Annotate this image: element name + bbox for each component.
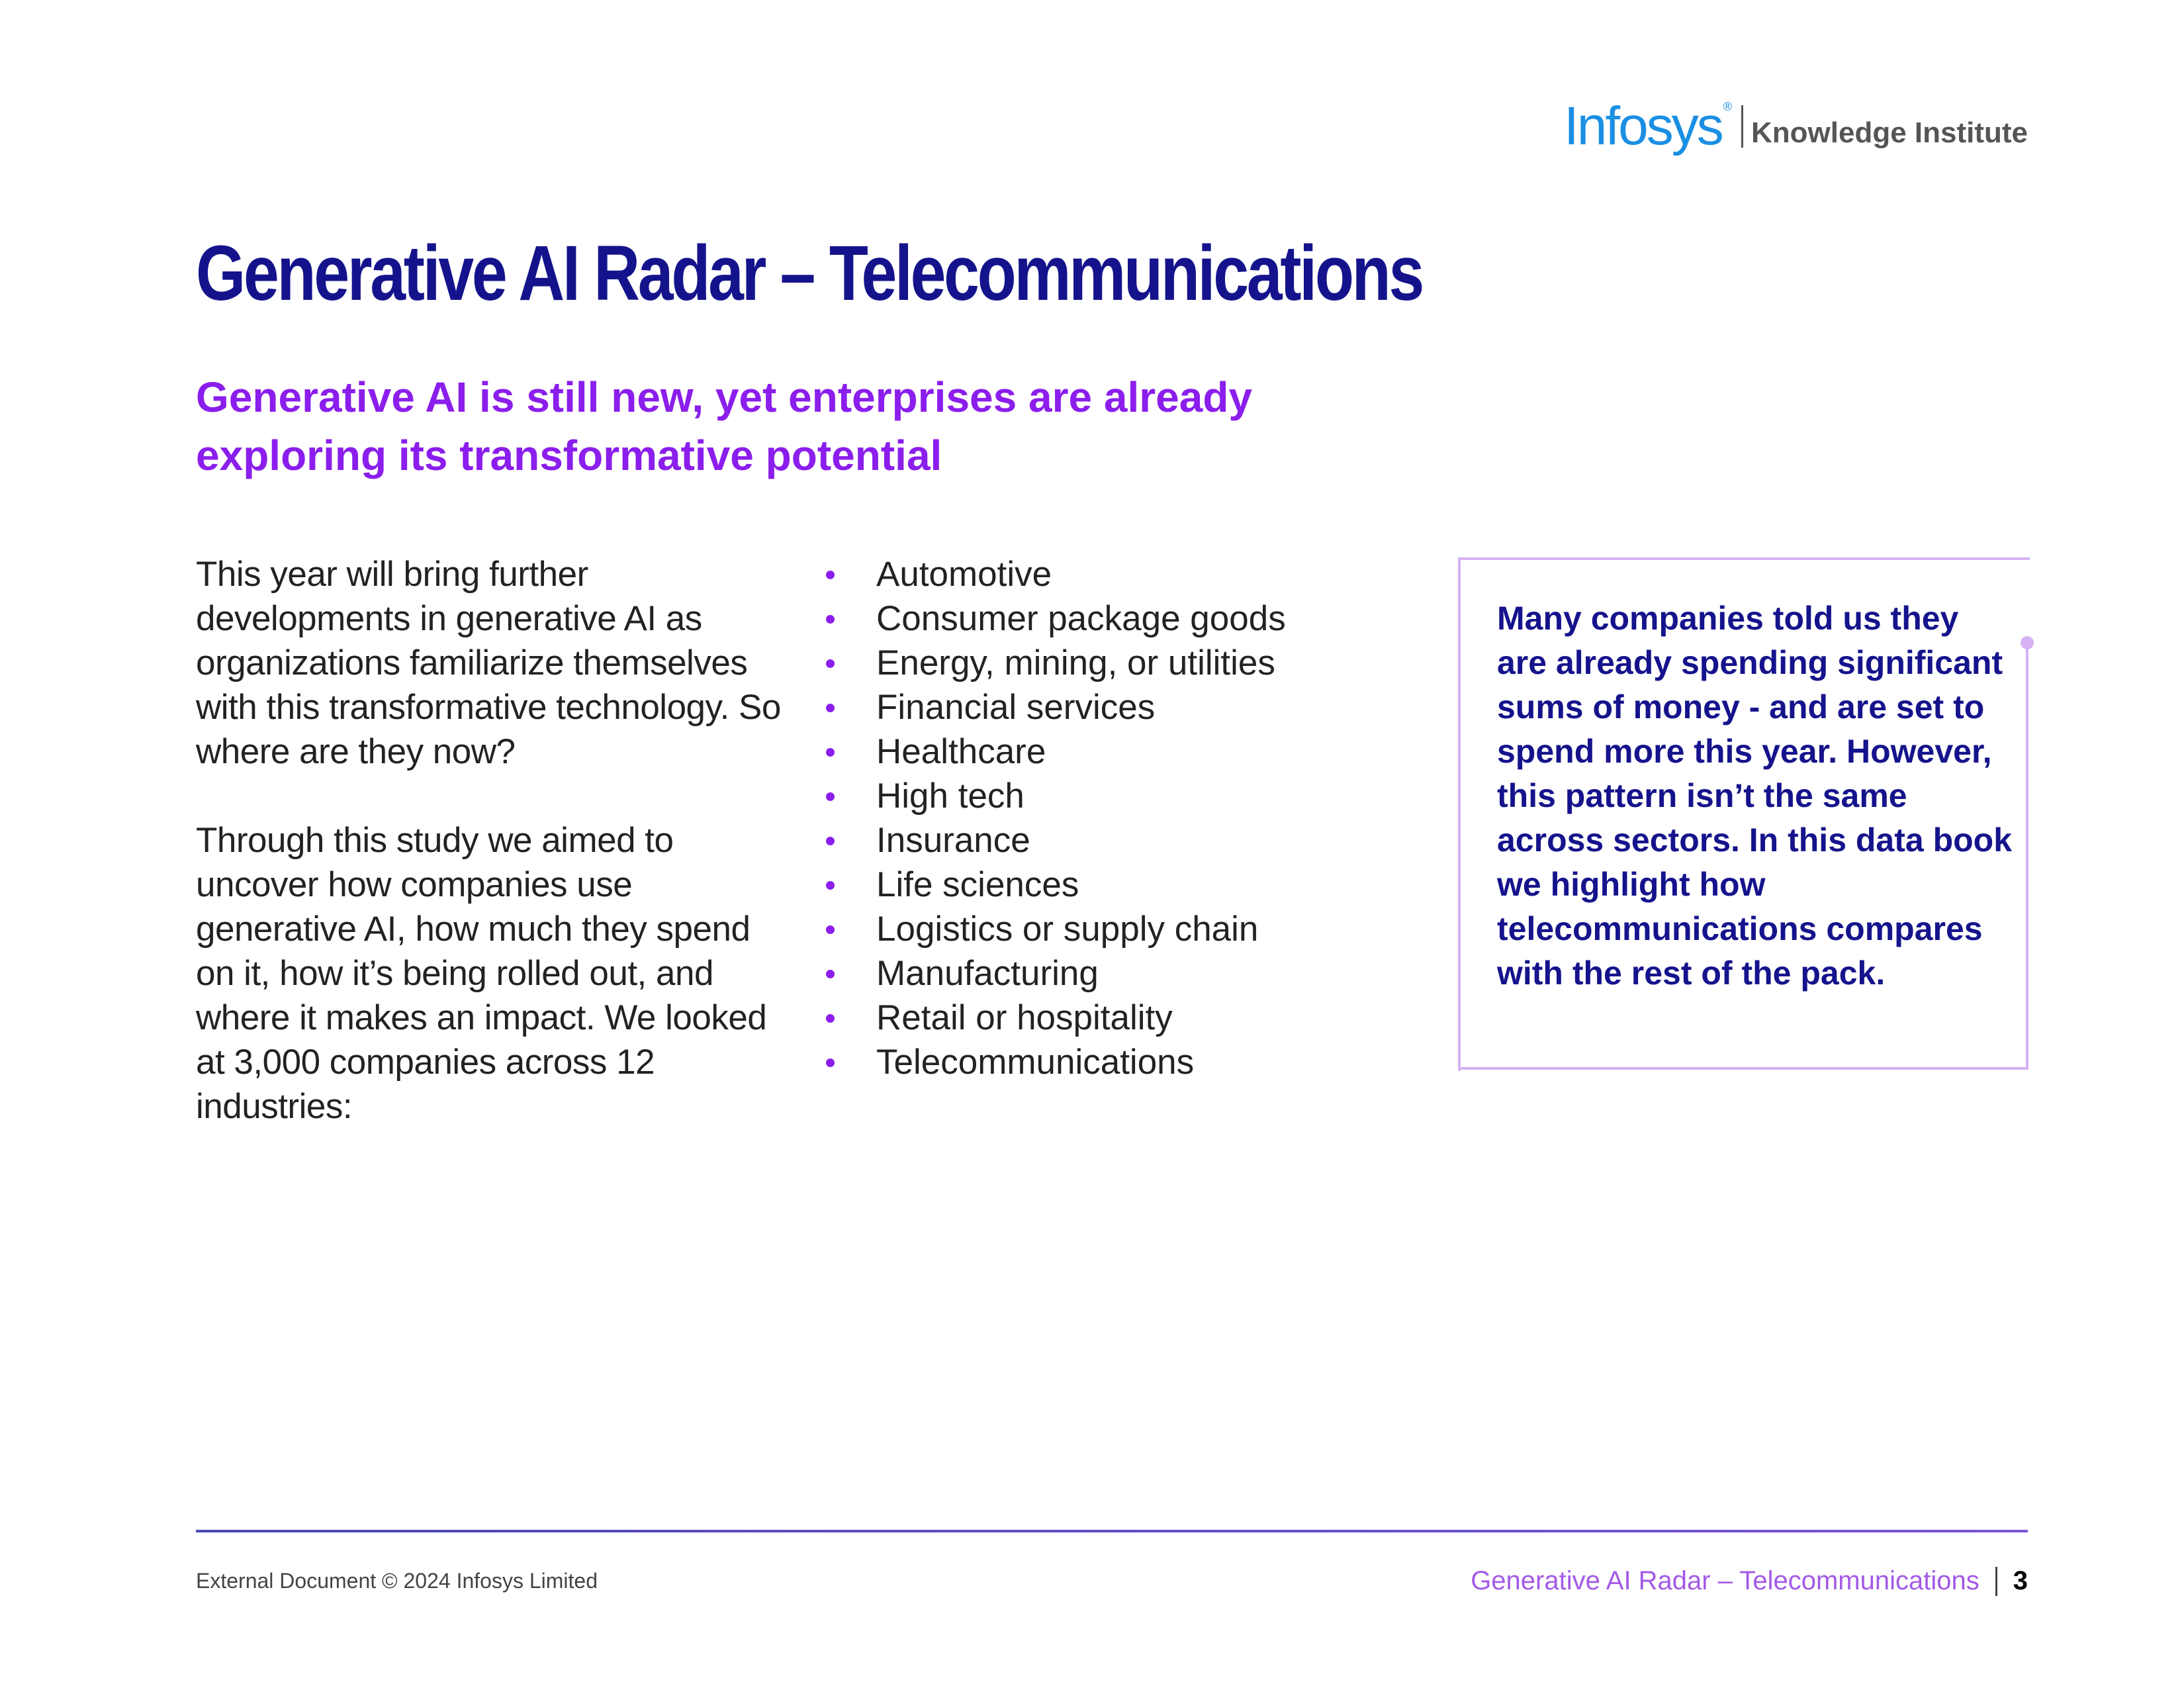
intro-paragraph-1: This year will bring further developments in generative AI as organizations familiarize themselves with this transformative technology. So where are they now? [196,555,781,771]
callout-dot-icon [2021,636,2034,649]
list-item [821,863,1286,907]
list-item [821,774,1286,818]
page-title: Generative AI Radar – Telecommunications [196,230,1423,317]
industry-label: Energy, mining, or utilities [876,643,1275,682]
intro-text [196,552,792,1129]
callout-frame-bottom [1458,1067,2028,1070]
industry-label: High tech [876,776,1024,816]
list-item [821,818,1286,863]
bullet-icon [826,615,835,624]
page-number: 3 [2013,1566,2028,1595]
bullet-icon [826,748,835,757]
logo-mark: Infosys [1563,96,1722,156]
logo-registered-mark: ® [1723,99,1732,113]
callout-text: Many companies told us they are already spending significant sums of money - and are set to spend more this year. However, this pattern isn’t the same across sectors. In this data book we highlight how telecommunications compares with the rest of the pack. [1497,600,2013,992]
industry-label: Logistics or supply chain [876,910,1259,949]
industry-label: Healthcare [876,732,1046,771]
footer-divider [196,1530,2028,1532]
bullet-icon [826,1014,835,1023]
intro-paragraph-2: Through this study we aimed to uncover how companies use generative AI, how much they spend on it, how it’s being rolled out, and where it makes an impact. We looked at 3,000 companies across 12 industries: [196,821,767,1126]
list-item [821,641,1286,685]
bullet-icon [826,571,835,579]
list-item [821,1040,1286,1084]
list-item [821,951,1286,996]
bullet-icon [826,881,835,890]
bullet-icon [826,925,835,934]
infosys-logo [1563,96,2028,156]
footer-separator [1995,1567,1997,1596]
industry-list [821,552,1286,1084]
industry-label: Financial services [876,688,1156,727]
industry-label: Life sciences [876,865,1079,904]
industry-label: Retail or hospitality [876,998,1173,1037]
industry-label: Telecommunications [876,1043,1195,1082]
footer-doc-title: Generative AI Radar – Telecommunications [1471,1566,1979,1595]
list-item [821,596,1286,641]
logo-text: Knowledge Institute [1751,117,2028,149]
industry-label: Automotive [876,555,1052,594]
callout-frame-right [2026,642,2028,1070]
list-item [821,685,1286,729]
industry-label: Manufacturing [876,954,1099,993]
list-item [821,996,1286,1040]
bullet-icon [826,704,835,712]
bullet-icon [826,659,835,668]
list-item [821,729,1286,774]
logo-divider [1741,105,1743,148]
bullet-icon [826,1058,835,1067]
footer-copyright: External Document © 2024 Infosys Limited [196,1569,598,1593]
page-subtitle: Generative AI is still new, yet enterprises are already exploring its transformative potential [196,373,1253,479]
bullet-icon [826,970,835,978]
industry-label: Consumer package goods [876,599,1286,638]
bullet-icon [826,792,835,801]
industry-label: Insurance [876,821,1030,860]
footer-page-info [1471,1566,2028,1596]
list-item [821,907,1286,951]
list-item [821,552,1286,596]
bullet-icon [826,837,835,845]
